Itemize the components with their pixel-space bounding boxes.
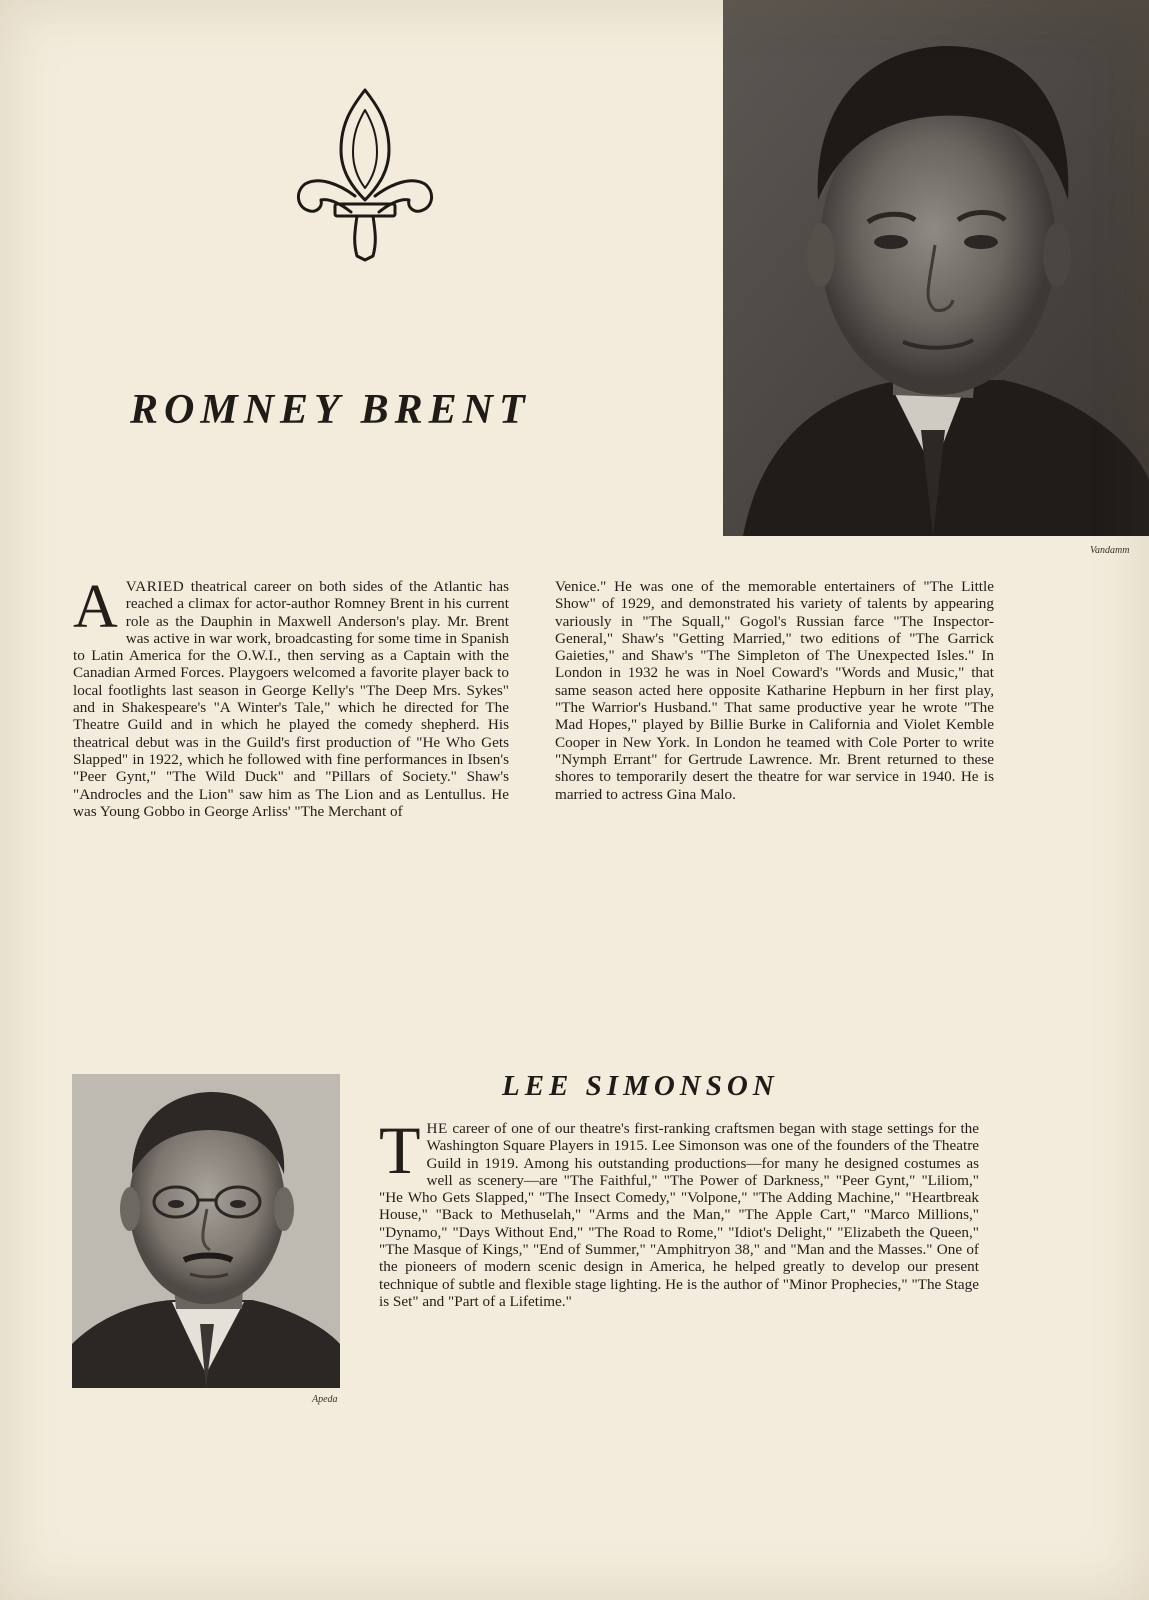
photo-credit-apeda: Apeda bbox=[312, 1394, 338, 1405]
romney-brent-bio-column-1 bbox=[73, 573, 510, 820]
lee-simonson-portrait bbox=[72, 1074, 340, 1388]
drop-cap-a: A bbox=[73, 573, 118, 641]
romney-brent-bio-column-2: Venice." He was one of the memorable entertainers of "The Little Show" of 1929, and demonstrated his variety of talents by appearing variously in "The Squall," Gogol's Russian farce "The Inspector-General," Shaw's "Getting Married," two editions of "The Garrick Gaieties," and Shaw's "The Simpleton of The Unexpected Isles." In London in 1932 he was in Noel Coward's "Words and Music," that same season acted here opposite Katharine Hepburn in her first play, "The Warrior's Husband." That same productive year he wrote "The Mad Hopes," played by Billie Burke in California and Violet Kemble Cooper in New York. In London he teamed with Cole Porter to write "Nymph Errant" for Gertrude Lawrence. Mr. Brent returned to these shores to temporarily desert the theatre for war service in 1940. He is married to actress Gina Malo. bbox=[555, 578, 994, 803]
bio-text: career of one of our theatre's first-ranking craftsmen began with stage settings for the Washington Square Players in 1915. Lee Simonson was one of the founders of the Theatre Guild in 1919. Among his outstanding productions—for many he designed costumes as well as scenery—are "The Faithful," "The Power of Darkness," "Peer Gynt," "Liliom," "He Who Gets Slapped," "The Insect Comedy," "Volpone," "The Adding Machine," "Heartbreak House," "Back to Methuselah," "Arms and the Man," "The Apple Cart," "Marco Millions," "Dynamo," "Days Without End," "The Road to Rome," "Idiot's Delight," "Elizabeth the Queen," "The Masque of Kings," "End of Summer," "Amphitryon 38," and "Man and the Masses." One of the pioneers of modern scenic design in America, he helped greatly to develop our present technique of subtle and flexible stage lighting. He is the author of "Minor Prophecies," "The Stage is Set" and "Part of a Lifetime." bbox=[379, 1120, 980, 1310]
drop-cap-t: T bbox=[379, 1112, 421, 1188]
lead-word: HE bbox=[426, 1120, 448, 1137]
lee-simonson-bio bbox=[379, 1112, 980, 1310]
bio-text: theatrical career on both sides of the Atlantic has reached a climax for actor-author Romney Brent in his current role as the Dauphin in Maxwell Anderson's play. Mr. Brent was active in war work, broadcasting for some time in Spanish to Latin America for the O.W.I., then serving as a Captain with the Canadian Armed Forces. Playgoers welcomed a favorite player back to local footlights last season in George Kelly's "The Deep Mrs. Sykes" and in Shakespeare's "A Winter's Tale," which he directed for The Theatre Guild and in which he played the comedy shepherd. His theatrical debut was in the Guild's first production of "He Who Gets Slapped" in 1922, which he followed with fine performances in Ibsen's "Peer Gynt," "The Wild Duck" and "Pillars of Society." Shaw's "Androcles and the Lion" saw him as The Lion and as Lentullus. He was Young Gobbo in George Arliss' "The Merchant of bbox=[73, 578, 510, 820]
romney-brent-heading: ROMNEY BRENT bbox=[130, 387, 531, 433]
photo-credit-vandamm: Vandamm bbox=[1090, 545, 1130, 556]
lead-word: VARIED bbox=[125, 578, 185, 595]
romney-brent-portrait bbox=[723, 0, 1149, 536]
fleur-de-lis-icon bbox=[295, 88, 435, 263]
lee-simonson-heading: LEE SIMONSON bbox=[502, 1070, 779, 1102]
